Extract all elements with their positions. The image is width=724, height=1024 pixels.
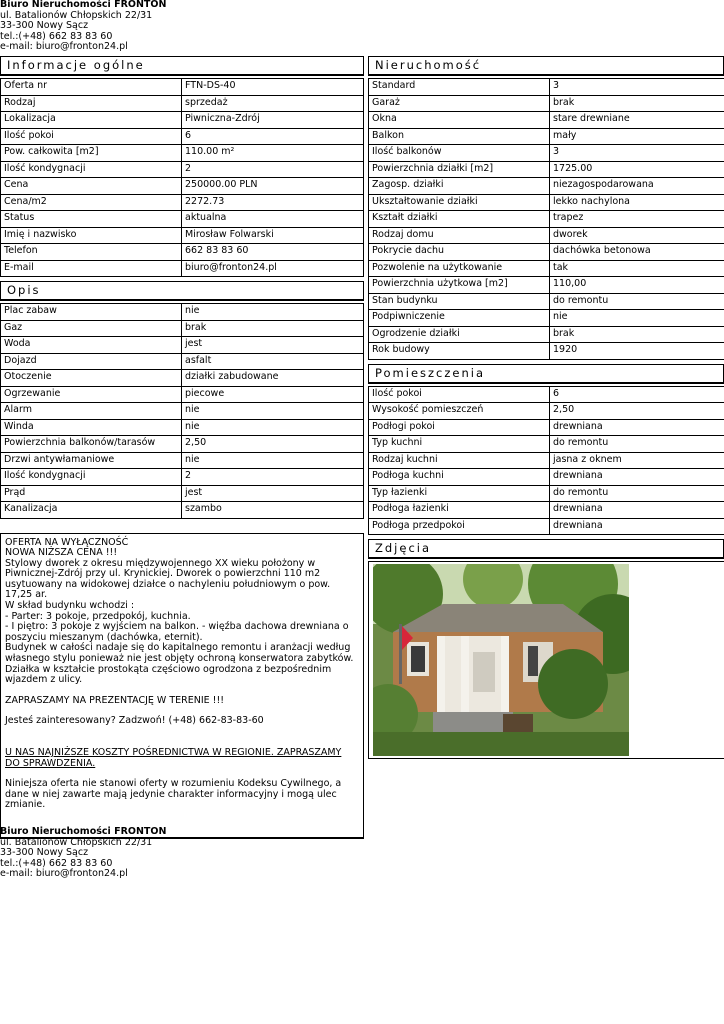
- desc-para1: Stylowy dworek z okresu międzywojennego XX wieku położony w Piwnicznej-Zdrój przy ul. Krynickiej. Dworek o powierzchni 110 m2 usytuowany na widokowej działce o nachyleniu południowym o pow. 17,25 ar.: [5, 557, 331, 601]
- section-opis-title: Opis: [0, 281, 364, 301]
- rooms-row-value: drewniana: [550, 518, 724, 535]
- opis-row: [1, 337, 364, 354]
- general-row-label: Cena/m2: [1, 194, 182, 211]
- property-row-value: mały: [550, 128, 724, 145]
- agency-footer: [0, 827, 166, 880]
- opis-row-label: Gaz: [1, 320, 182, 337]
- opis-row-label: Alarm: [1, 403, 182, 420]
- property-row-label: Rodzaj domu: [369, 227, 550, 244]
- footer-agency-address: ul. Batalionów Chłopskich 22/31: [0, 836, 153, 848]
- footer-agency-phone: tel.:(+48) 662 83 83 60: [0, 857, 113, 869]
- opis-row: [1, 403, 364, 420]
- general-row: [1, 95, 364, 112]
- opis-row-value: 2: [182, 469, 364, 486]
- opis-row: [1, 419, 364, 436]
- rooms-row-label: Podłoga przedpokoi: [369, 518, 550, 535]
- right-column: [368, 56, 724, 759]
- opis-row-label: Winda: [1, 419, 182, 436]
- property-row-label: Powierzchnia działki [m2]: [369, 161, 550, 178]
- section-rooms-title: Pomieszczenia: [368, 364, 724, 384]
- property-row-label: Standard: [369, 79, 550, 96]
- property-row: [369, 227, 724, 244]
- property-row-value: do remontu: [550, 293, 724, 310]
- property-row-label: Ukształtowanie działki: [369, 194, 550, 211]
- footer-agency-city: 33-300 Nowy Sącz: [0, 847, 89, 858]
- rooms-row-label: Typ łazienki: [369, 485, 550, 502]
- opis-row-value: szambo: [182, 502, 364, 519]
- property-row-value: dworek: [550, 227, 724, 244]
- general-row: [1, 178, 364, 195]
- general-row-label: Ilość kondygnacji: [1, 161, 182, 178]
- rooms-row: [369, 485, 724, 502]
- property-row: [369, 128, 724, 145]
- property-row: [369, 260, 724, 277]
- property-row-label: Garaż: [369, 95, 550, 112]
- opis-row-label: Plac zabaw: [1, 304, 182, 321]
- opis-row-label: Otoczenie: [1, 370, 182, 387]
- section-property-title: Nieruchomość: [368, 56, 724, 76]
- property-row-label: Kształt działki: [369, 211, 550, 228]
- rooms-row: [369, 419, 724, 436]
- property-row-value: 1725.00: [550, 161, 724, 178]
- property-row-label: Pokrycie dachu: [369, 244, 550, 261]
- desc-line1: OFERTA NA WYŁĄCZNOŚĆ: [5, 536, 129, 548]
- opis-row: [1, 353, 364, 370]
- opis-row: [1, 452, 364, 469]
- general-row-value: 2: [182, 161, 364, 178]
- footer-agency-email: e-mail: biuro@fronton24.pl: [0, 868, 128, 879]
- desc-para4: - I piętro: 3 pokoje z wyjściem na balkon. - więźba dachowa drewniana o poszyciu mieszanym (dachówka, eternit).: [5, 621, 349, 643]
- description-box: [0, 533, 364, 839]
- property-row-value: dachówka betonowa: [550, 244, 724, 261]
- property-row: [369, 145, 724, 162]
- property-row: [369, 178, 724, 195]
- section-photos-title: Zdjęcia: [368, 539, 724, 559]
- general-row-label: Ilość pokoi: [1, 128, 182, 145]
- general-row-value: 2272.73: [182, 194, 364, 211]
- property-row-label: Ogrodzenie działki: [369, 326, 550, 343]
- agency-name: Biuro Nieruchomości FRONTON: [0, 0, 167, 10]
- general-row: [1, 227, 364, 244]
- opis-row: [1, 469, 364, 486]
- opis-row-value: asfalt: [182, 353, 364, 370]
- opis-row-value: nie: [182, 452, 364, 469]
- rooms-row: [369, 403, 724, 420]
- agency-address: ul. Batalionów Chłopskich 22/31: [0, 9, 153, 21]
- property-row-value: 3: [550, 145, 724, 162]
- property-table: [368, 78, 724, 360]
- footer-agency-name: Biuro Nieruchomości FRONTON: [0, 826, 167, 837]
- general-row-value: aktualna: [182, 211, 364, 228]
- property-row-value: tak: [550, 260, 724, 277]
- property-row: [369, 161, 724, 178]
- property-row: [369, 211, 724, 228]
- property-row-label: Zagosp. działki: [369, 178, 550, 195]
- general-row: [1, 128, 364, 145]
- general-row: [1, 79, 364, 96]
- general-row-label: Imię i nazwisko: [1, 227, 182, 244]
- opis-row-label: Drzwi antywłamaniowe: [1, 452, 182, 469]
- desc-para5: Budynek w całości nadaje się do kapitalnego remontu i aranżacji według własnego stylu ponieważ nie jest objęty ochroną konserwatora zabytków.: [5, 642, 354, 665]
- opis-row-label: Woda: [1, 337, 182, 354]
- rooms-row-label: Wysokość pomieszczeń: [369, 403, 550, 420]
- general-row-label: Status: [1, 211, 182, 228]
- desc-para8: Jesteś zainteresowany? Zadzwoń! (+48) 662-83-83-60: [5, 715, 264, 727]
- general-row-label: Lokalizacja: [1, 112, 182, 129]
- photo-box: [368, 561, 724, 759]
- general-row-value: 662 83 83 60: [182, 244, 364, 261]
- property-row-value: 110,00: [550, 277, 724, 294]
- general-row-value: FTN-DS-40: [182, 79, 364, 96]
- general-row-label: Pow. całkowita [m2]: [1, 145, 182, 162]
- opis-row: [1, 370, 364, 387]
- opis-row-value: jest: [182, 485, 364, 502]
- agency-header: [0, 0, 166, 53]
- property-row-label: Balkon: [369, 128, 550, 145]
- rooms-row-value: jasna z oknem: [550, 452, 724, 469]
- property-row-label: Pozwolenie na użytkowanie: [369, 260, 550, 277]
- general-row-value: Piwniczna-Zdrój: [182, 112, 364, 129]
- property-row-value: lekko nachylona: [550, 194, 724, 211]
- general-row-value: Mirosław Folwarski: [182, 227, 364, 244]
- rooms-row-label: Ilość pokoi: [369, 386, 550, 403]
- general-row: [1, 260, 364, 277]
- opis-row: [1, 436, 364, 453]
- property-row-value: brak: [550, 326, 724, 343]
- general-row: [1, 211, 364, 228]
- rooms-row: [369, 518, 724, 535]
- property-row-value: niezagospodarowana: [550, 178, 724, 195]
- general-row: [1, 112, 364, 129]
- rooms-row-label: Typ kuchni: [369, 436, 550, 453]
- opis-row-label: Kanalizacja: [1, 502, 182, 519]
- property-row-value: 1920: [550, 343, 724, 360]
- rooms-row-value: drewniana: [550, 469, 724, 486]
- general-row-value: 110.00 m²: [182, 145, 364, 162]
- general-row: [1, 194, 364, 211]
- opis-row-value: 2,50: [182, 436, 364, 453]
- general-row-label: Cena: [1, 178, 182, 195]
- general-row-label: Telefon: [1, 244, 182, 261]
- rooms-row-value: drewniana: [550, 502, 724, 519]
- general-row-label: E-mail: [1, 260, 182, 277]
- opis-row: [1, 320, 364, 337]
- agency-phone: tel.:(+48) 662 83 83 60: [0, 30, 113, 42]
- property-row-label: Okna: [369, 112, 550, 129]
- property-row: [369, 79, 724, 96]
- rooms-row-label: Podłoga łazienki: [369, 502, 550, 519]
- opis-row: [1, 502, 364, 519]
- rooms-row-value: do remontu: [550, 485, 724, 502]
- opis-row-value: jest: [182, 337, 364, 354]
- opis-table: [0, 303, 364, 519]
- general-row-value: sprzedaż: [182, 95, 364, 112]
- opis-row: [1, 485, 364, 502]
- desc-para10: Niniejsza oferta nie stanowi oferty w rozumieniu Kodeksu Cywilnego, a dane w niej zawarte mają jedynie charakter informacyjny i mogą ulec zmianie.: [5, 778, 342, 811]
- property-row: [369, 112, 724, 129]
- general-row-value: 6: [182, 128, 364, 145]
- desc-line2: NOWA NIŻSZA CENA !!!: [5, 547, 118, 559]
- property-row: [369, 95, 724, 112]
- rooms-row-value: do remontu: [550, 436, 724, 453]
- section-general-title: Informacje ogólne: [0, 56, 364, 76]
- desc-para7: ZAPRASZAMY NA PREZENTACJĘ W TERENIE !!!: [5, 694, 225, 706]
- general-row: [1, 244, 364, 261]
- general-row: [1, 161, 364, 178]
- opis-row: [1, 386, 364, 403]
- agency-city: 33-300 Nowy Sącz: [0, 20, 89, 31]
- property-row-label: Podpiwniczenie: [369, 310, 550, 327]
- agency-email: e-mail: biuro@fronton24.pl: [0, 41, 128, 52]
- property-row: [369, 310, 724, 327]
- general-row: [1, 145, 364, 162]
- rooms-row: [369, 452, 724, 469]
- rooms-row-value: 2,50: [550, 403, 724, 420]
- opis-row-label: Powierzchnia balkonów/tarasów: [1, 436, 182, 453]
- rooms-row-value: 6: [550, 386, 724, 403]
- property-row: [369, 244, 724, 261]
- rooms-row: [369, 386, 724, 403]
- general-row-value: 250000.00 PLN: [182, 178, 364, 195]
- opis-row-value: działki zabudowane: [182, 370, 364, 387]
- property-row-value: stare drewniane: [550, 112, 724, 129]
- general-row-value: biuro@fronton24.pl: [182, 260, 364, 277]
- rooms-row-label: Podłogi pokoi: [369, 419, 550, 436]
- rooms-row: [369, 469, 724, 486]
- desc-para2: W skład budynku wchodzi :: [5, 600, 135, 612]
- house-photo[interactable]: [373, 564, 629, 756]
- rooms-row-value: drewniana: [550, 419, 724, 436]
- property-row-value: trapez: [550, 211, 724, 228]
- property-row: [369, 194, 724, 211]
- opis-row-label: Dojazd: [1, 353, 182, 370]
- opis-row-value: nie: [182, 419, 364, 436]
- property-row: [369, 277, 724, 294]
- desc-para9: U NAS NAJNIŻSZE KOSZTY POŚREDNICTWA W REGIONIE. ZAPRASZAMY DO SPRAWDZENIA.: [5, 747, 342, 769]
- opis-row-value: nie: [182, 403, 364, 420]
- property-row-value: brak: [550, 95, 724, 112]
- desc-para3: - Parter: 3 pokoje, przedpokój, kuchnia.: [5, 610, 191, 622]
- property-row-value: nie: [550, 310, 724, 327]
- property-row: [369, 326, 724, 343]
- opis-row-value: piecowe: [182, 386, 364, 403]
- property-row-value: 3: [550, 79, 724, 96]
- opis-row-label: Ilość kondygnacji: [1, 469, 182, 486]
- rooms-row-label: Rodzaj kuchni: [369, 452, 550, 469]
- property-row: [369, 293, 724, 310]
- opis-row: [1, 304, 364, 321]
- rooms-row-label: Podłoga kuchni: [369, 469, 550, 486]
- left-column: [0, 56, 364, 839]
- general-table: [0, 78, 364, 277]
- property-row-label: Stan budynku: [369, 293, 550, 310]
- property-row-label: Ilość balkonów: [369, 145, 550, 162]
- opis-row-label: Ogrzewanie: [1, 386, 182, 403]
- rooms-table: [368, 386, 724, 536]
- property-row: [369, 343, 724, 360]
- rooms-row: [369, 436, 724, 453]
- general-row-label: Oferta nr: [1, 79, 182, 96]
- desc-para6: Działka w kształcie prostokąta częściowo ogrodzona z bezpośrednim wjazdem z ulicy.: [5, 663, 332, 686]
- rooms-row: [369, 502, 724, 519]
- opis-row-value: brak: [182, 320, 364, 337]
- property-row-label: Rok budowy: [369, 343, 550, 360]
- opis-row-value: nie: [182, 304, 364, 321]
- property-row-label: Powierzchnia użytkowa [m2]: [369, 277, 550, 294]
- general-row-label: Rodzaj: [1, 95, 182, 112]
- opis-row-label: Prąd: [1, 485, 182, 502]
